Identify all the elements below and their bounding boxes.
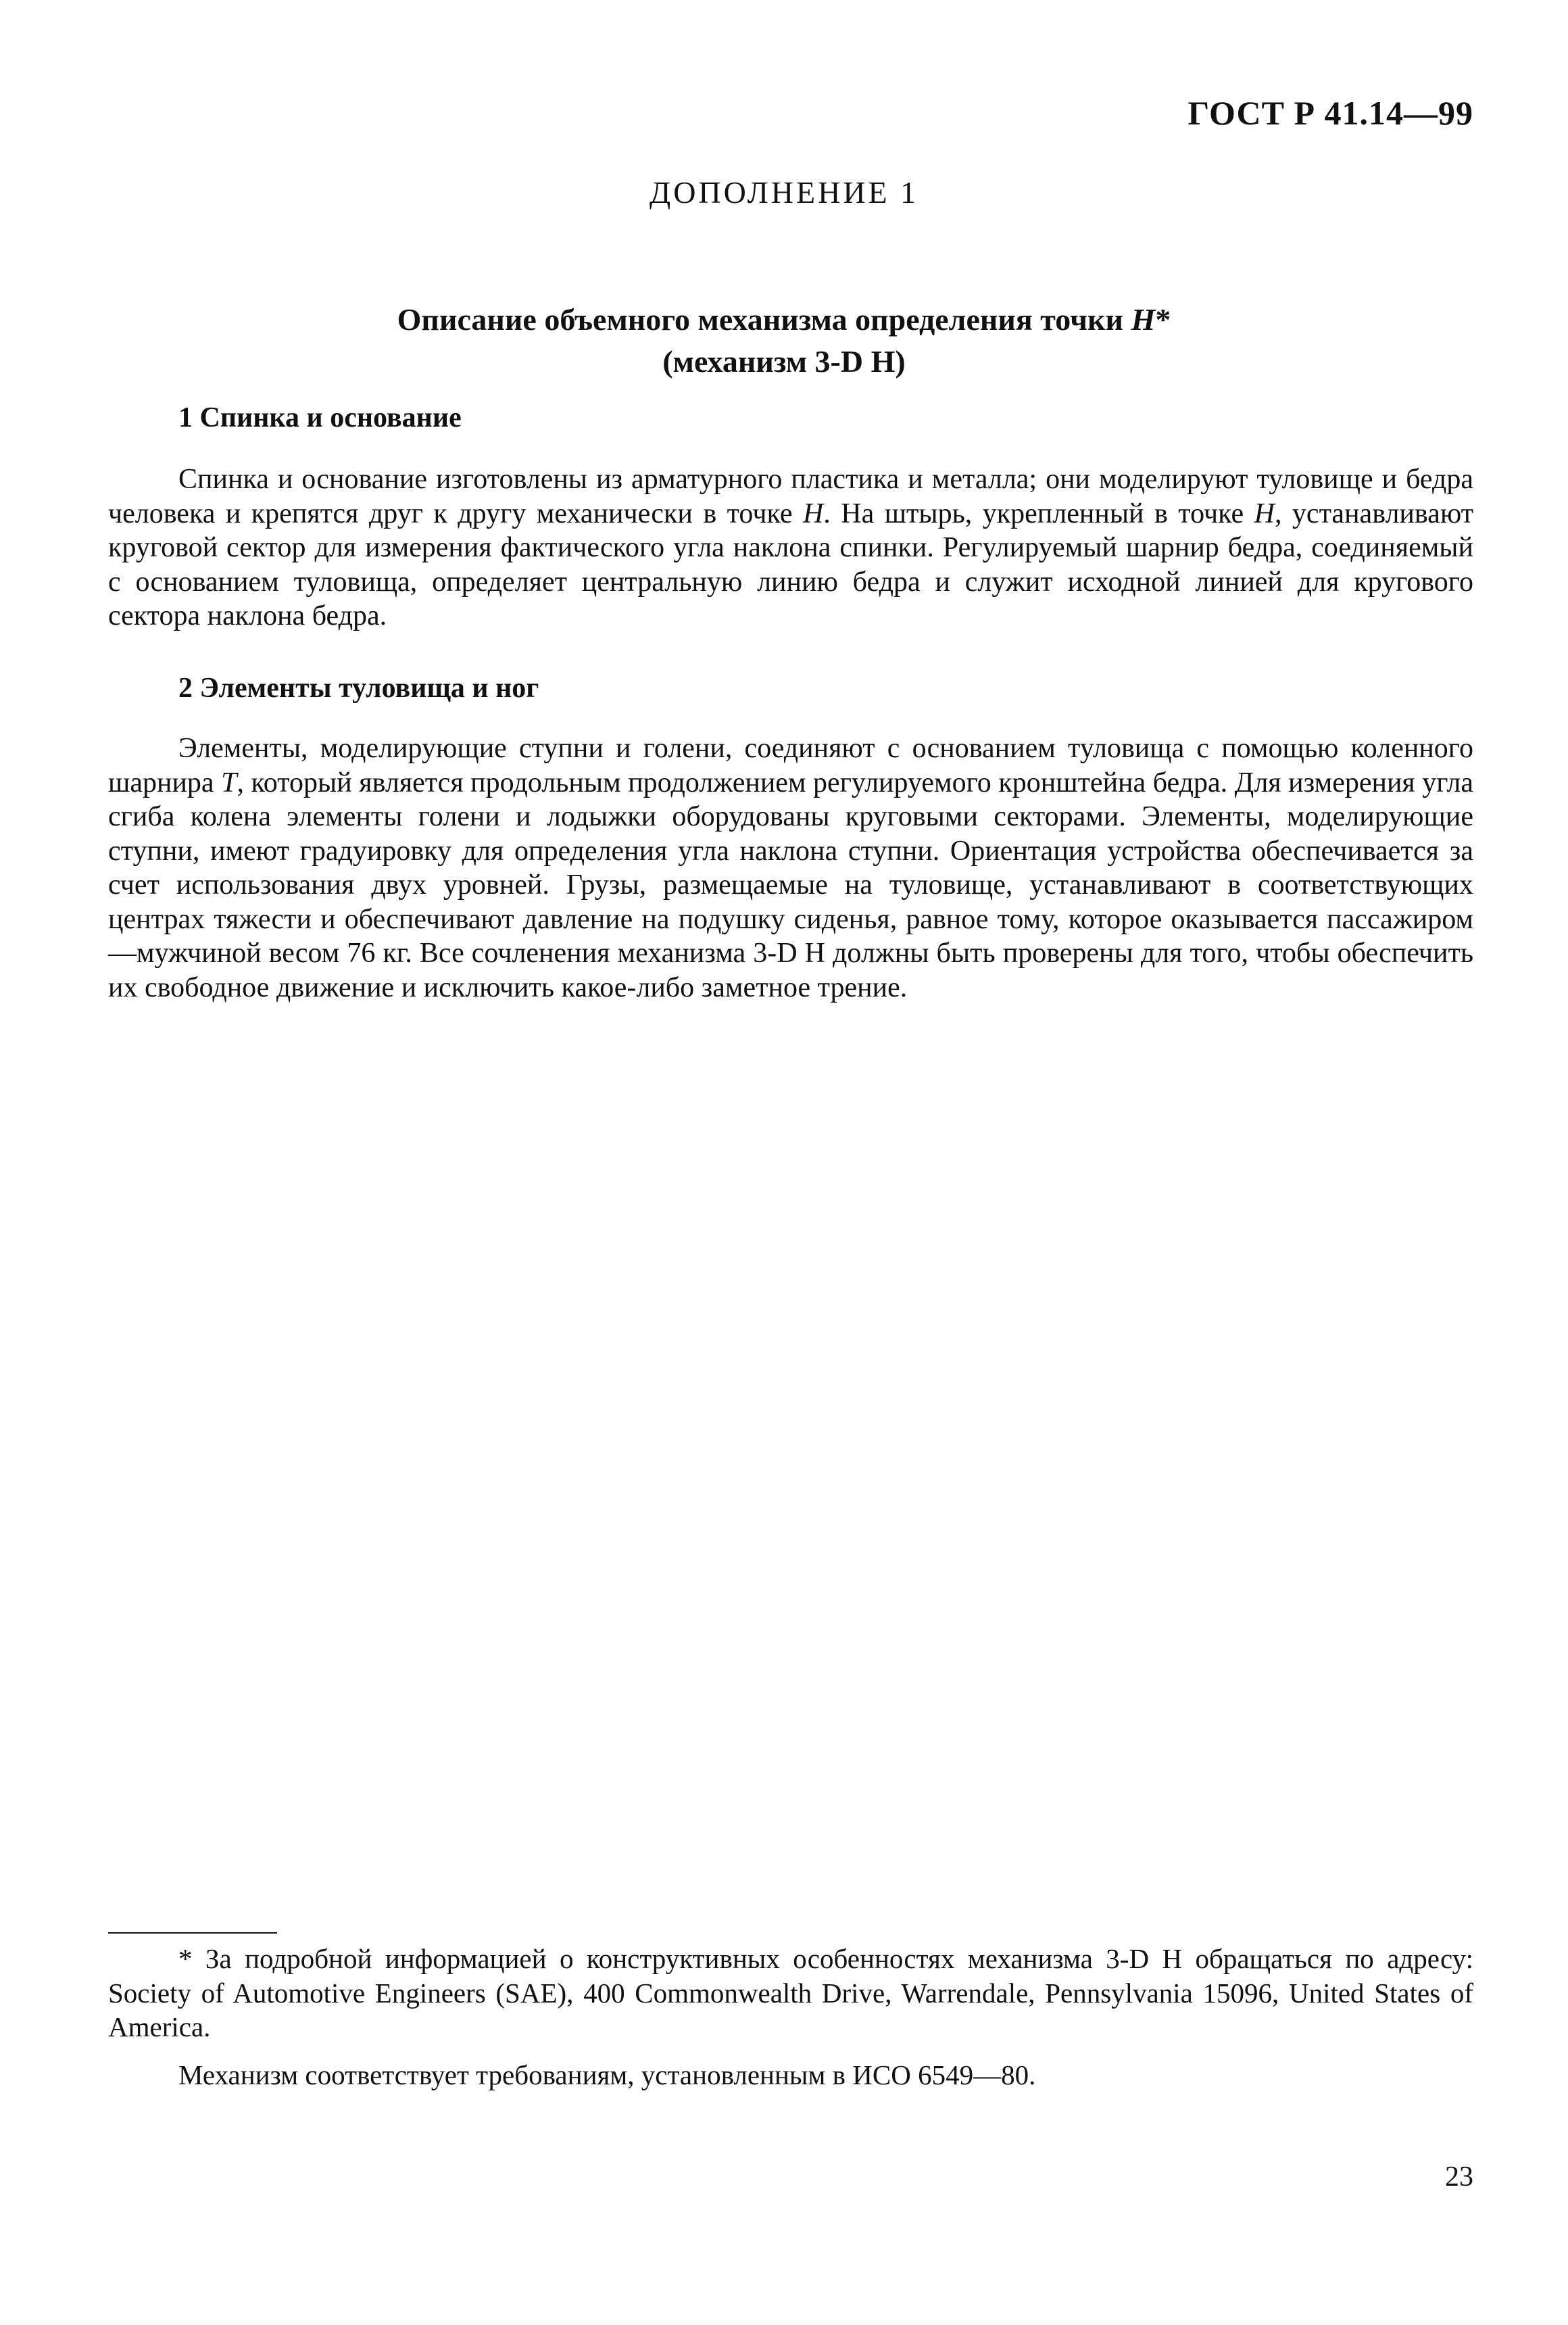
section-2-paragraph	[108, 732, 1473, 1005]
text-run: , устанавливают круговой сектор для измерения фактического угла наклона спинки. Регулируемый шарнир бедра, соединяемый с основанием туловища, определяет центральную линию бедра и служит исходной линией для кругового сектора наклона бедра.	[108, 498, 1474, 631]
text-run: . На штырь, укрепленный в точке	[823, 498, 1254, 529]
footnote-2: Механизм соответствует требованиям, установленным в ИСО 6549—80.	[178, 2059, 1036, 2090]
section-2-heading: 2 Элементы туловища и ног	[178, 673, 539, 704]
italic-h: H	[802, 498, 824, 529]
footnote-1: * За подробной информацией о конструктивных особенностях механизма 3-D H обращаться по адресу: Society of Automotive Engineers (SAE), 400 Commonwealth Drive, Warrendale, Pennsylvania 15096, United States of America.	[108, 1943, 1473, 2042]
section-1-paragraph	[108, 462, 1473, 633]
document-title-line2: (механизм 3-D H)	[662, 344, 906, 379]
title-italic-h: H	[1131, 302, 1156, 337]
section-1-body	[108, 462, 1473, 633]
title-asterisk: *	[1155, 302, 1171, 337]
page-number: 23	[1445, 2161, 1473, 2192]
section-2-body	[108, 732, 1473, 1005]
text-run: Элементы, моделирующие ступни и голени, соединяют с основанием туловища с помощью коленного шарнира	[108, 733, 1473, 798]
text-run: , который является продольным продолжением регулируемого кронштейна бедра. Для измерения угла сгиба колена элементы голени и лодыжки оборудованы круговыми секторами. Элементы, моделирующие ступни, имеют градуировку для определения угла наклона ступни. Ориентация устройства обеспечивается за счет использования двух уровней. Грузы, размещаемые на туловище, устанавливают в соответствующих центрах тяжести и обеспечивают давление на подушку сиденья, равное тому, которое оказывается пассажиром—мужчиной весом 76 кг. Все сочленения механизма 3-D H должны быть проверены для того, чтобы обеспечить их свободное движение и исключить какое-либо заметное трение.	[108, 767, 1473, 1003]
document-code: ГОСТ Р 41.14—99	[1187, 94, 1473, 132]
title-text: Описание объемного механизма определения точки	[397, 302, 1131, 337]
italic-h: H	[1254, 498, 1275, 529]
appendix-label: ДОПОЛНЕНИЕ 1	[649, 175, 919, 210]
section-1-heading: 1 Спинка и основание	[178, 402, 462, 433]
text-run: Спинка и основание изготовлены из арматурного пластика и металла; они моделируют туловище и бедра человека и крепятся друг к другу механически в точке	[108, 464, 1473, 529]
footnotes	[108, 1942, 1473, 2092]
italic-t: T	[221, 767, 237, 798]
footnote-divider	[108, 1932, 277, 1934]
document-title-line1	[108, 299, 1460, 341]
